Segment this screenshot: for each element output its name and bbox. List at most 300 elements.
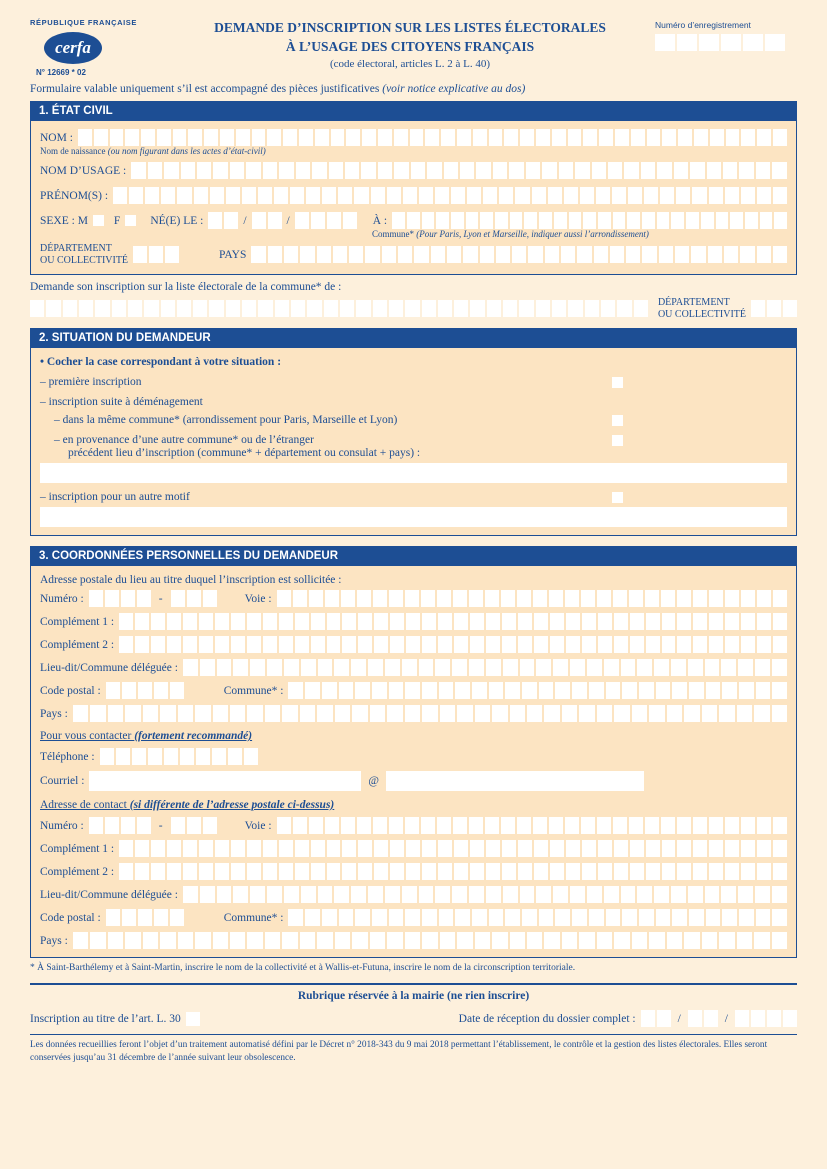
- char-box[interactable]: [233, 659, 248, 676]
- char-box[interactable]: [246, 162, 260, 179]
- char-box[interactable]: [757, 187, 771, 204]
- char-box[interactable]: [410, 129, 424, 146]
- char-box[interactable]: [509, 162, 523, 179]
- char-box[interactable]: [137, 817, 151, 834]
- char-box[interactable]: [597, 705, 612, 722]
- char-box[interactable]: [489, 909, 504, 926]
- char-box[interactable]: [421, 590, 435, 607]
- char-box[interactable]: [597, 932, 612, 949]
- char-box[interactable]: [725, 840, 739, 857]
- char-box[interactable]: [203, 817, 217, 834]
- char-box[interactable]: [135, 636, 149, 653]
- char-box[interactable]: [772, 705, 787, 722]
- char-box[interactable]: [639, 682, 654, 699]
- char-box[interactable]: [689, 682, 704, 699]
- char-box[interactable]: [724, 246, 738, 263]
- char-box[interactable]: [502, 613, 516, 630]
- char-box[interactable]: [187, 590, 201, 607]
- char-box[interactable]: [502, 863, 516, 880]
- char-box[interactable]: [499, 187, 513, 204]
- char-box[interactable]: [691, 246, 705, 263]
- char-box[interactable]: [439, 682, 454, 699]
- char-box[interactable]: [757, 840, 771, 857]
- char-box[interactable]: [533, 590, 547, 607]
- char-box[interactable]: [251, 246, 265, 263]
- char-box[interactable]: [524, 212, 537, 229]
- char-box[interactable]: [773, 817, 787, 834]
- char-box[interactable]: [772, 909, 787, 926]
- char-box[interactable]: [362, 129, 376, 146]
- char-box[interactable]: [486, 886, 501, 903]
- char-box[interactable]: [119, 613, 133, 630]
- char-box[interactable]: [422, 613, 436, 630]
- contact-lieudit-input-boxes[interactable]: [183, 886, 787, 903]
- char-box[interactable]: [230, 705, 245, 722]
- char-box[interactable]: [342, 613, 356, 630]
- char-box[interactable]: [520, 129, 534, 146]
- char-box[interactable]: [309, 817, 323, 834]
- char-box[interactable]: [217, 659, 232, 676]
- char-box[interactable]: [173, 129, 187, 146]
- char-box[interactable]: [164, 748, 178, 765]
- char-box[interactable]: [756, 909, 771, 926]
- char-box[interactable]: [741, 636, 755, 653]
- char-box[interactable]: [358, 840, 372, 857]
- nom-usage-input-boxes[interactable]: [131, 162, 787, 179]
- char-box[interactable]: [470, 613, 484, 630]
- char-box[interactable]: [454, 840, 468, 857]
- char-box[interactable]: [288, 909, 303, 926]
- char-box[interactable]: [141, 129, 155, 146]
- char-box[interactable]: [301, 659, 316, 676]
- char-box[interactable]: [193, 300, 207, 317]
- char-box[interactable]: [357, 817, 371, 834]
- char-box[interactable]: [405, 590, 419, 607]
- char-box[interactable]: [587, 659, 602, 676]
- char-box[interactable]: [195, 705, 210, 722]
- char-box[interactable]: [372, 909, 387, 926]
- char-box[interactable]: [125, 705, 140, 722]
- char-box[interactable]: [437, 817, 451, 834]
- char-box[interactable]: [340, 300, 354, 317]
- char-box[interactable]: [709, 840, 723, 857]
- postal-cp-input-boxes[interactable]: [106, 682, 184, 699]
- char-box[interactable]: [667, 932, 682, 949]
- char-box[interactable]: [327, 636, 341, 653]
- char-box[interactable]: [356, 300, 370, 317]
- char-box[interactable]: [212, 748, 226, 765]
- autre-commune-checkbox[interactable]: [612, 435, 623, 446]
- char-box[interactable]: [470, 840, 484, 857]
- char-box[interactable]: [751, 1010, 765, 1027]
- char-box[interactable]: [436, 212, 449, 229]
- char-box[interactable]: [119, 863, 133, 880]
- char-box[interactable]: [641, 162, 655, 179]
- char-box[interactable]: [677, 863, 691, 880]
- char-box[interactable]: [277, 817, 291, 834]
- char-box[interactable]: [267, 129, 281, 146]
- char-box[interactable]: [236, 129, 250, 146]
- char-box[interactable]: [279, 636, 293, 653]
- char-box[interactable]: [589, 682, 604, 699]
- char-box[interactable]: [594, 246, 608, 263]
- char-box[interactable]: [342, 840, 356, 857]
- char-box[interactable]: [252, 129, 266, 146]
- char-box[interactable]: [282, 932, 297, 949]
- char-box[interactable]: [662, 613, 676, 630]
- char-box[interactable]: [177, 187, 191, 204]
- char-box[interactable]: [705, 886, 720, 903]
- char-box[interactable]: [94, 129, 108, 146]
- char-box[interactable]: [677, 590, 691, 607]
- char-box[interactable]: [706, 909, 721, 926]
- char-box[interactable]: [183, 613, 197, 630]
- char-box[interactable]: [247, 840, 261, 857]
- char-box[interactable]: [290, 187, 304, 204]
- char-box[interactable]: [737, 705, 752, 722]
- char-box[interactable]: [447, 246, 461, 263]
- char-box[interactable]: [709, 187, 723, 204]
- char-box[interactable]: [394, 162, 408, 179]
- reception-month-boxes[interactable]: [688, 1010, 718, 1027]
- char-box[interactable]: [671, 886, 686, 903]
- char-box[interactable]: [677, 817, 691, 834]
- char-box[interactable]: [200, 886, 215, 903]
- char-box[interactable]: [613, 817, 627, 834]
- char-box[interactable]: [646, 636, 660, 653]
- char-box[interactable]: [435, 187, 449, 204]
- char-box[interactable]: [324, 300, 338, 317]
- char-box[interactable]: [688, 886, 703, 903]
- char-box[interactable]: [90, 705, 105, 722]
- char-box[interactable]: [284, 886, 299, 903]
- char-box[interactable]: [275, 300, 289, 317]
- char-box[interactable]: [145, 187, 159, 204]
- char-box[interactable]: [402, 886, 417, 903]
- char-box[interactable]: [288, 682, 303, 699]
- char-box[interactable]: [365, 246, 379, 263]
- char-box[interactable]: [773, 590, 787, 607]
- char-box[interactable]: [177, 300, 191, 317]
- char-box[interactable]: [612, 187, 626, 204]
- char-box[interactable]: [646, 840, 660, 857]
- char-box[interactable]: [137, 590, 151, 607]
- postal-commune-input-boxes[interactable]: [288, 682, 787, 699]
- char-box[interactable]: [178, 932, 193, 949]
- char-box[interactable]: [300, 705, 315, 722]
- char-box[interactable]: [760, 212, 773, 229]
- char-box[interactable]: [615, 129, 629, 146]
- char-box[interactable]: [518, 636, 532, 653]
- char-box[interactable]: [267, 659, 282, 676]
- char-box[interactable]: [164, 162, 178, 179]
- char-box[interactable]: [527, 705, 542, 722]
- char-box[interactable]: [311, 212, 325, 229]
- char-box[interactable]: [645, 817, 659, 834]
- char-box[interactable]: [629, 590, 643, 607]
- char-box[interactable]: [252, 212, 266, 229]
- contact-numero-boxes-1[interactable]: [89, 817, 151, 834]
- sexe-m-checkbox[interactable]: [93, 215, 104, 226]
- char-box[interactable]: [719, 705, 734, 722]
- char-box[interactable]: [517, 590, 531, 607]
- char-box[interactable]: [467, 187, 481, 204]
- char-box[interactable]: [566, 840, 580, 857]
- char-box[interactable]: [709, 636, 723, 653]
- char-box[interactable]: [135, 863, 149, 880]
- char-box[interactable]: [454, 613, 468, 630]
- char-box[interactable]: [422, 212, 435, 229]
- char-box[interactable]: [119, 636, 133, 653]
- char-box[interactable]: [614, 613, 628, 630]
- char-box[interactable]: [346, 129, 360, 146]
- char-box[interactable]: [199, 613, 213, 630]
- contact-commune-input-boxes[interactable]: [288, 909, 787, 926]
- char-box[interactable]: [112, 300, 126, 317]
- char-box[interactable]: [79, 300, 93, 317]
- char-box[interactable]: [181, 162, 195, 179]
- char-box[interactable]: [311, 613, 325, 630]
- char-box[interactable]: [358, 636, 372, 653]
- char-box[interactable]: [247, 613, 261, 630]
- char-box[interactable]: [741, 613, 755, 630]
- char-box[interactable]: [656, 682, 671, 699]
- char-box[interactable]: [645, 590, 659, 607]
- char-box[interactable]: [693, 817, 707, 834]
- char-box[interactable]: [598, 613, 612, 630]
- char-box[interactable]: [756, 162, 770, 179]
- char-box[interactable]: [258, 300, 272, 317]
- char-box[interactable]: [215, 840, 229, 857]
- char-box[interactable]: [725, 817, 739, 834]
- char-box[interactable]: [342, 863, 356, 880]
- char-box[interactable]: [143, 932, 158, 949]
- char-box[interactable]: [258, 187, 272, 204]
- char-box[interactable]: [183, 636, 197, 653]
- char-box[interactable]: [215, 863, 229, 880]
- char-box[interactable]: [773, 129, 787, 146]
- char-box[interactable]: [170, 682, 184, 699]
- autre-motif-input[interactable]: [40, 507, 787, 527]
- char-box[interactable]: [773, 840, 787, 857]
- char-box[interactable]: [489, 129, 503, 146]
- char-box[interactable]: [438, 840, 452, 857]
- char-box[interactable]: [263, 863, 277, 880]
- char-box[interactable]: [374, 863, 388, 880]
- char-box[interactable]: [106, 909, 120, 926]
- char-box[interactable]: [357, 590, 371, 607]
- char-box[interactable]: [368, 886, 383, 903]
- char-box[interactable]: [466, 212, 479, 229]
- char-box[interactable]: [406, 636, 420, 653]
- char-box[interactable]: [614, 705, 629, 722]
- char-box[interactable]: [422, 863, 436, 880]
- char-box[interactable]: [300, 246, 314, 263]
- char-box[interactable]: [317, 246, 331, 263]
- char-box[interactable]: [705, 659, 720, 676]
- char-box[interactable]: [277, 590, 291, 607]
- char-box[interactable]: [637, 886, 652, 903]
- char-box[interactable]: [247, 863, 261, 880]
- char-box[interactable]: [562, 932, 577, 949]
- char-box[interactable]: [534, 636, 548, 653]
- char-box[interactable]: [318, 886, 333, 903]
- char-box[interactable]: [283, 129, 297, 146]
- char-box[interactable]: [554, 212, 567, 229]
- char-box[interactable]: [613, 590, 627, 607]
- char-box[interactable]: [457, 705, 472, 722]
- char-box[interactable]: [105, 817, 119, 834]
- char-box[interactable]: [662, 636, 676, 653]
- char-box[interactable]: [561, 246, 575, 263]
- char-box[interactable]: [622, 682, 637, 699]
- char-box[interactable]: [737, 932, 752, 949]
- char-box[interactable]: [575, 162, 589, 179]
- reception-year-boxes[interactable]: [735, 1010, 797, 1027]
- char-box[interactable]: [536, 300, 550, 317]
- char-box[interactable]: [706, 682, 721, 699]
- char-box[interactable]: [684, 705, 699, 722]
- char-box[interactable]: [610, 246, 624, 263]
- contact-complement2-input-boxes[interactable]: [119, 863, 787, 880]
- char-box[interactable]: [577, 246, 591, 263]
- char-box[interactable]: [453, 590, 467, 607]
- char-box[interactable]: [757, 817, 771, 834]
- char-box[interactable]: [522, 682, 537, 699]
- char-box[interactable]: [389, 590, 403, 607]
- char-box[interactable]: [642, 246, 656, 263]
- char-box[interactable]: [772, 932, 787, 949]
- char-box[interactable]: [677, 613, 691, 630]
- char-box[interactable]: [230, 932, 245, 949]
- char-box[interactable]: [374, 636, 388, 653]
- char-box[interactable]: [419, 659, 434, 676]
- char-box[interactable]: [335, 705, 350, 722]
- char-box[interactable]: [370, 932, 385, 949]
- contact-voie-input-boxes[interactable]: [277, 817, 787, 834]
- char-box[interactable]: [539, 909, 554, 926]
- char-box[interactable]: [725, 613, 739, 630]
- char-box[interactable]: [694, 129, 708, 146]
- char-box[interactable]: [374, 613, 388, 630]
- char-box[interactable]: [676, 187, 690, 204]
- char-box[interactable]: [549, 817, 563, 834]
- char-box[interactable]: [135, 840, 149, 857]
- char-box[interactable]: [515, 187, 529, 204]
- departement-input-boxes[interactable]: [133, 246, 179, 263]
- char-box[interactable]: [475, 932, 490, 949]
- char-box[interactable]: [311, 863, 325, 880]
- char-box[interactable]: [125, 129, 139, 146]
- char-box[interactable]: [402, 659, 417, 676]
- contact-cp-input-boxes[interactable]: [106, 909, 184, 926]
- char-box[interactable]: [757, 636, 771, 653]
- char-box[interactable]: [435, 659, 450, 676]
- char-box[interactable]: [167, 636, 181, 653]
- char-box[interactable]: [692, 187, 706, 204]
- char-box[interactable]: [108, 932, 123, 949]
- char-box[interactable]: [405, 817, 419, 834]
- char-box[interactable]: [570, 659, 585, 676]
- char-box[interactable]: [452, 886, 467, 903]
- char-box[interactable]: [739, 909, 754, 926]
- char-box[interactable]: [644, 187, 658, 204]
- char-box[interactable]: [213, 932, 228, 949]
- char-box[interactable]: [403, 187, 417, 204]
- char-box[interactable]: [322, 187, 336, 204]
- char-box[interactable]: [457, 932, 472, 949]
- char-box[interactable]: [352, 705, 367, 722]
- char-box[interactable]: [649, 705, 664, 722]
- char-box[interactable]: [199, 636, 213, 653]
- birth-year-boxes[interactable]: [295, 212, 357, 229]
- char-box[interactable]: [154, 909, 168, 926]
- char-box[interactable]: [598, 636, 612, 653]
- char-box[interactable]: [548, 187, 562, 204]
- char-box[interactable]: [370, 705, 385, 722]
- char-box[interactable]: [210, 187, 224, 204]
- char-box[interactable]: [263, 636, 277, 653]
- char-box[interactable]: [632, 705, 647, 722]
- char-box[interactable]: [457, 129, 471, 146]
- char-box[interactable]: [476, 162, 490, 179]
- char-box[interactable]: [414, 246, 428, 263]
- char-box[interactable]: [755, 886, 770, 903]
- char-box[interactable]: [160, 705, 175, 722]
- char-box[interactable]: [783, 1010, 797, 1027]
- char-box[interactable]: [387, 705, 402, 722]
- char-box[interactable]: [480, 246, 494, 263]
- char-box[interactable]: [726, 129, 740, 146]
- char-box[interactable]: [693, 613, 707, 630]
- char-box[interactable]: [374, 840, 388, 857]
- char-box[interactable]: [183, 840, 197, 857]
- char-box[interactable]: [580, 187, 594, 204]
- char-box[interactable]: [385, 659, 400, 676]
- char-box[interactable]: [455, 682, 470, 699]
- char-box[interactable]: [361, 162, 375, 179]
- char-box[interactable]: [628, 187, 642, 204]
- char-box[interactable]: [373, 590, 387, 607]
- char-box[interactable]: [757, 613, 771, 630]
- char-box[interactable]: [438, 636, 452, 653]
- char-box[interactable]: [265, 932, 280, 949]
- char-box[interactable]: [725, 187, 739, 204]
- char-box[interactable]: [387, 932, 402, 949]
- char-box[interactable]: [422, 932, 437, 949]
- char-box[interactable]: [215, 613, 229, 630]
- char-box[interactable]: [765, 34, 785, 51]
- char-box[interactable]: [677, 840, 691, 857]
- char-box[interactable]: [441, 129, 455, 146]
- char-box[interactable]: [296, 162, 310, 179]
- char-box[interactable]: [741, 817, 755, 834]
- char-box[interactable]: [151, 613, 165, 630]
- char-box[interactable]: [322, 909, 337, 926]
- char-box[interactable]: [274, 187, 288, 204]
- char-box[interactable]: [327, 840, 341, 857]
- char-box[interactable]: [634, 300, 648, 317]
- char-box[interactable]: [203, 590, 217, 607]
- char-box[interactable]: [339, 909, 354, 926]
- char-box[interactable]: [597, 590, 611, 607]
- char-box[interactable]: [572, 682, 587, 699]
- char-box[interactable]: [639, 909, 654, 926]
- char-box[interactable]: [263, 840, 277, 857]
- char-box[interactable]: [355, 909, 370, 926]
- char-box[interactable]: [431, 246, 445, 263]
- char-box[interactable]: [463, 246, 477, 263]
